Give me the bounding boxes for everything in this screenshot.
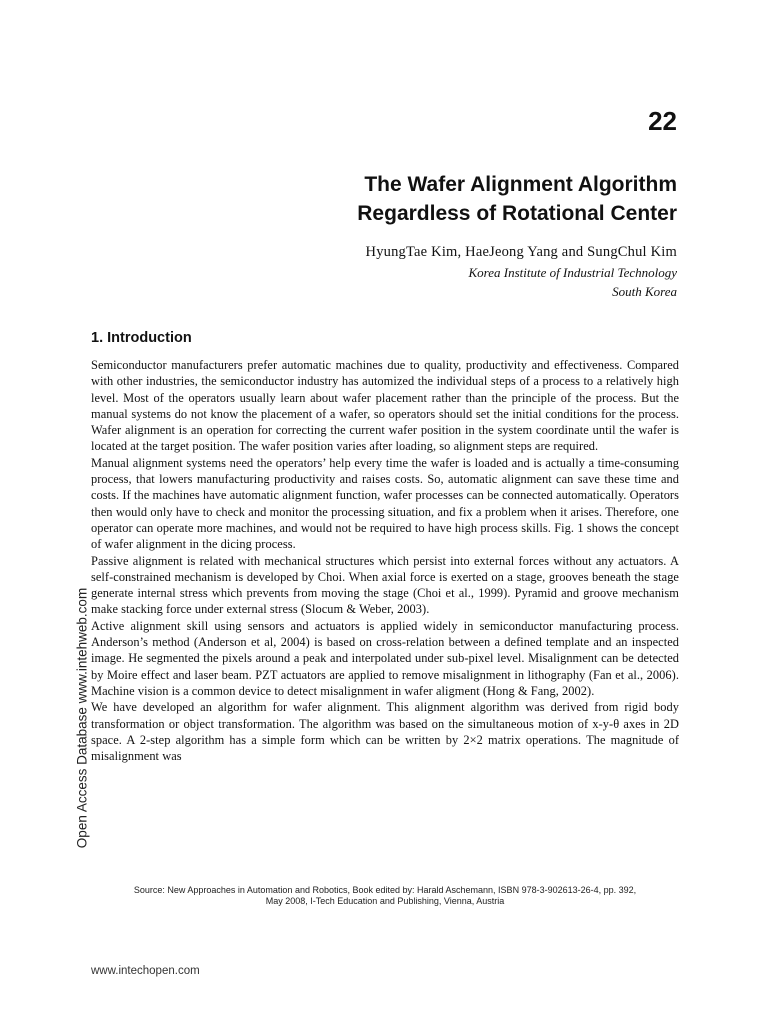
chapter-number: 22	[648, 106, 677, 136]
author-list: HyungTae Kim, HaeJeong Yang and SungChul Kim	[365, 244, 677, 260]
footer-url: www.intechopen.com	[91, 965, 200, 977]
source-note-line-2: May 2008, I-Tech Education and Publishing, Vienna, Austria	[265, 896, 505, 906]
chapter-title-line-1: The Wafer Alignment Algorithm	[364, 173, 677, 196]
section-heading: 1. Introduction	[91, 330, 192, 346]
side-watermark-text: Open Access Database www.intehweb.com	[74, 587, 90, 849]
paragraph-5: We have developed an algorithm for wafer alignment. This alignment algorithm was derived from rigid body transformation or object transformation. The algorithm was based on the simultaneous motion of x-y-θ axes in 2D space. A 2-step algorithm has a simple form which can be written by 2×2 matrix operations. The magnitude of misalignment was	[91, 700, 679, 764]
source-note	[91, 885, 679, 907]
source-note-line-1: Source: New Approaches in Automation and Robotics, Book edited by: Harald Aschemann, ISBN 978-3-902613-26-4, pp. 392,	[133, 885, 637, 895]
paragraph-2: Manual alignment systems need the operators’ help every time the wafer is loaded and is actually a time-consuming process, that lowers manufacturing productivity and raises costs. So, automatic alignment can save these time and costs. If the machines have automatic alignment function, wafer processes can be connected automatically. Operators then would only have to check and monitor the processing situation, and fix a problem when it arises. Therefore, one operator can operate more machines, and would not be required to have high process skills. Fig. 1 shows the concept of wafer alignment in the dicing process.	[91, 455, 679, 552]
paragraph-4: Active alignment skill using sensors and actuators is applied widely in semiconductor manufacturing process. Anderson’s method (Anderson et al, 2004) is based on cross-relation between a defined template and an inspected image. He segmented the pixels around a peak and interpolated under sub-pixel level. Misalignment can be detected by Moire effect and laser beam. PZT actuators are applied to remove misalignment in lithography (Fan et al., 2006). Machine vision is a common device to detect misalignment in wafer aligment (Hong & Fang, 2002).	[91, 618, 679, 698]
affiliation-country: South Korea	[612, 284, 677, 299]
paragraph-1: Semiconductor manufacturers prefer automatic machines due to quality, productivity and effectiveness. Compared with other industries, the semiconductor industry has automized the individual steps of a process to a relatively high level. Most of the operators usually learn about wafer placement rather than the principle of the process. But the manual systems do not know the placement of a wafer, so operators should set the initial conditions for the process. Wafer alignment is an operation for correcting the current wafer position in the system coordinate until the wafer is located at the target position. The wafer position varies after loading, so alignment steps are required.	[91, 358, 679, 454]
chapter-title-line-2: Regardless of Rotational Center	[357, 202, 677, 225]
paragraph-3: Passive alignment is related with mechanical structures which persist into external forces without any actuators. A self-constrained mechanism is developed by Choi. When axial force is exerted on a stage, grooves beneath the stage generate internal stress which prevents from moving the stage (Choi et al., 1999). Pyramid and groove mechanism make stacking force under external stress (Slocum & Weber, 2003).	[91, 553, 679, 617]
body-text	[91, 357, 679, 764]
affiliation-institute: Korea Institute of Industrial Technology	[468, 265, 677, 280]
chapter-title	[197, 170, 677, 228]
